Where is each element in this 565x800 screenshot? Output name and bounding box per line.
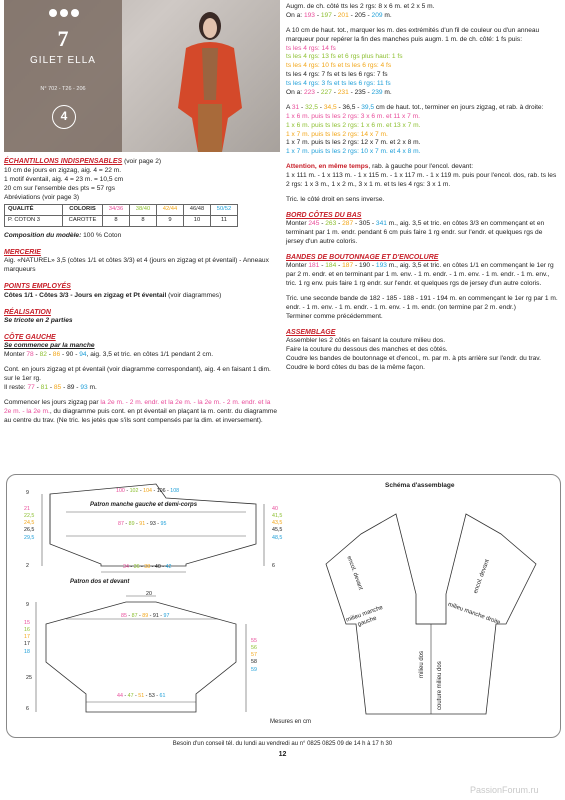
augm-line: Augm. de ch. côté tts les 2 rgs: 8 x 6 m. et 2 x 5 m. [286, 3, 435, 10]
title-band [4, 0, 122, 152]
rab-size-1: 1 x 6 m. puis ts les 2 rgs: 3 x 6 m. et 11 x 7 m. [286, 112, 420, 120]
section-bord: BORD CÔTES DU BAS [286, 211, 362, 219]
ech-line-4: Abréviations (voir page 3) [4, 193, 80, 201]
terminer-line: Terminer comme précédemment. [286, 312, 383, 320]
ass-line-3: Coudre les bandes de boutonnage et d'encol., m. par m. à pts arrière sur l'endr. du trav. [286, 354, 541, 362]
bande-text: Monter 181 - 184 - 187 - 190 - 193 m., aig. 3,5 et tric. en côtes 1/1 en commençant le 1er rg par 2 m. endr. et en terminant par 1 m. env. - 1 m. endr. - 1 m. env. - 1 m. endr. - 1 m. env., tric. 1 rg env. puis faire 1 rg endr. sur l'endr. et quelques rgs de jersey d'un autre coloris. [286, 262, 554, 288]
dos-left-values: 15 16 17 17 18 [24, 620, 30, 655]
rab-size-5: 1 x 7 m. puis ts les 2 rgs: 10 x 7 m. et 4 x 8 m. [286, 148, 421, 156]
pattern-title: GILET ELLA [30, 55, 96, 66]
compo-value: 100 % Coton [81, 232, 122, 240]
page-number: 12 [278, 751, 287, 758]
realisation-sub: Se tricote en 2 parties [4, 316, 73, 324]
rab-size-4: 1 x 7 m. puis ts les 2 rgs: 12 x 7 m. et 2 x 8 m. [286, 139, 421, 147]
dos-low-values: 44 - 47 - 51 - 53 - 61 [117, 693, 166, 699]
ass-line-1: Assembler les 2 côtés en faisant la couture milieu dos. [286, 337, 446, 345]
dos-left-9: 9 [26, 602, 29, 608]
title-schema: Schéma d'assemblage [385, 482, 455, 489]
augm-size-1: ts les 4 rgs: 14 fs [286, 44, 336, 52]
points-ref: (voir diagrammes) [166, 291, 222, 299]
left-values: 21 22,5 24,5 26,5 29,5 [24, 506, 35, 541]
table-header-coloris: COLORIS [63, 205, 103, 216]
size-4: 46/48 [184, 205, 211, 216]
attention-line: Attention, en même temps, rab. à gauche pour l'encol. devant: [286, 163, 474, 171]
size-1: 34/36 [103, 205, 130, 216]
marker-text: A 10 cm de haut. tot., marquer les m. des extrémités d'un fil de couleur ou d'un anneau marqueur pour repérer la fin des manches puis augm. 1 m. de ch. côté: 1 fs puis: [286, 26, 540, 43]
augm-size-2: ts les 4 rgs: 13 fs et 6 rgs plus haut: 1 fs [286, 53, 403, 61]
value-4: 10 [184, 216, 211, 227]
reste-line: Il reste: 77 - 81 - 85 - 89 - 93 m. [4, 383, 97, 391]
label-encol-2: encol. devant [472, 558, 491, 595]
size-3: 42/44 [157, 205, 184, 216]
rab-size-3: 1 x 7 m. puis ts les 2 rgs: 14 x 7 m. [286, 130, 388, 138]
section-echantillons: ÉCHANTILLONS INDISPENSABLES [4, 158, 123, 165]
top-values: 100 - 102 - 104 - 106 - 108 [116, 488, 180, 494]
on-a-2: On a: 223 - 227 - 231 - 235 - 239 m. [286, 89, 392, 97]
pattern-ref: N° 702 - T26 - 206 [40, 86, 86, 92]
label-encol-1: encol. devant [345, 555, 364, 591]
size-2: 38/40 [130, 205, 157, 216]
label-manche-droite: milieu manche droite [446, 601, 502, 627]
right-6: 6 [272, 563, 275, 569]
dos-top-values: 85 - 87 - 89 - 91 - 97 [121, 613, 170, 619]
ech-line-1: 10 cm de jours en zigzag, aig. 4 = 22 m. [4, 166, 122, 174]
value-3: 9 [157, 216, 184, 227]
augm-size-5: ts les 4 rgs: 3 fs et ts les 6 rgs: 11 fs [286, 80, 391, 88]
mercerie-text: Aig. «NATUREL» 3,5 (côtes 1/1 et côtes 3/3) et 4 (jours en zigzag et pt éventail) - Anneaux marqueurs [4, 257, 269, 274]
footer-text: Besoin d'un conseil tél. du lundi au vendredi au n° 0825 0825 09 de 14 h à 17 h 30 [172, 741, 393, 747]
cont-text: Cont. en jours zigzag et pt éventail (voir diagramme correspondant), aig. 4 en faisant 1 dim. sur le 1er rg. [4, 366, 271, 382]
label-manche-gauche: milieu manche gauche [345, 604, 384, 629]
left-9: 9 [26, 490, 29, 496]
watermark: PassionForum.ru [470, 785, 539, 795]
attention-text: 1 x 111 m. - 1 x 113 m. - 1 x 115 m. - 1 x 117 m. - 1 x 119 m. puis pour l'encol. dos, rab. ts les 2 rgs: 1 x 3 m., 1 x 2 m., 3 x 1 m. et ts les 4 rgs: 3 x 1 m. [286, 172, 557, 189]
low-values: 34 - 36 - 38 - 40 - 42 [123, 564, 172, 570]
table-header-qualite: QUALITÉ [5, 205, 63, 216]
section-cote-gauche: CÔTE GAUCHE [4, 333, 56, 341]
title-patron-manche: Patron manche gauche et demi-corps [90, 502, 198, 508]
model-figure [172, 8, 248, 152]
commencer-text: Commencer les jours zigzag par la 2e m. - 2 m. endr. et la 2e m. - la 2e m. - 2 m. endr. et la 2e m. - la 2e m., du diagramme puis cont. en pt éventail en plaçant la m. centr. du diagramme au centre du trav. (Ne tric. les jetés que s'ils sont compensés par la dim. et inversement). [4, 398, 278, 424]
ech-line-2: 1 motif éventail, aig. 4 = 23 m. = 10,5 cm [4, 175, 124, 183]
label-couture-milieu-dos: couture milieu dos [437, 661, 443, 710]
value-5: 11 [211, 216, 238, 227]
needle-size-icon: 4 [52, 105, 76, 129]
tric-line: Tric. le côté droit en sens inverse. [286, 195, 385, 203]
yarn-balls-icon [48, 8, 80, 18]
hero-photo [4, 0, 280, 152]
dos-left-6: 6 [26, 706, 29, 712]
pattern-number: 7 [57, 26, 69, 51]
compo-label: Composition du modèle: [4, 232, 82, 240]
tric2-text: Tric. une seconde bande de 182 - 185 - 188 - 191 - 194 m. en commençant le 1er rg par 1 m. endr. - 1 m. env. - 1 m. endr. - 1 m. env. - 1 m. endr. (on termine par 2 m. endr.) [286, 295, 558, 311]
value-2: 8 [130, 216, 157, 227]
section-realisation: RÉALISATION [4, 308, 51, 316]
section-bandes: BANDES DE BOUTONNAGE ET D'ENCOLURE [286, 253, 439, 261]
table-qualite: P. COTON 3 [5, 216, 63, 227]
dos-20: 20 [146, 591, 152, 597]
section-points: POINTS EMPLOYÉS [4, 283, 71, 291]
left-2: 2 [26, 563, 29, 569]
ass-line-4: Coudre le bord côtes du bas de la même façon. [286, 363, 425, 371]
on-a-1: On a: 193 - 197 - 201 - 205 - 209 m. [286, 11, 392, 19]
dos-right-values: 55 56 57 58 59 [251, 638, 257, 673]
rab-size-2: 1 x 6 m. puis ts les 2 rgs: 1 x 6 m. et 13 x 7 m. [286, 121, 421, 129]
height-line: A 31 - 32,5 - 34,5 - 36,5 - 39,5 cm de haut. tot., terminer en jours zigzag, et rab. à droite: [286, 103, 544, 111]
ech-line-3: 20 cm sur l'ensemble des pts = 57 rgs [4, 184, 116, 192]
ass-line-2: Faire la couture du dessous des manches et des côtés. [286, 346, 448, 354]
right-values: 40 41,5 43,5 45,5 48,5 [272, 506, 283, 541]
dos-left-25: 25 [26, 675, 32, 681]
ech-ref: (voir page 2) [122, 158, 162, 165]
monter-line: Monter 78 - 82 - 86 - 90 - 94, aig. 3,5 et tric. en côtes 1/1 pendant 2 cm. [4, 351, 214, 359]
size-5: 50/52 [211, 205, 238, 216]
yarn-table [4, 204, 238, 227]
section-mercerie: MERCERIE [4, 248, 41, 256]
points-text: Côtes 1/1 - Côtes 3/3 - Jours en zigzag et Pt éventail [4, 291, 167, 299]
augm-size-3: ts les 4 rgs: 10 fs et ts les 6 rgs: 4 fs [286, 62, 392, 70]
cote-sub: Se commence par la manche [4, 342, 95, 350]
augm-size-4: ts les 4 rgs: 7 fs et ts les 6 rgs: 7 fs [286, 71, 388, 79]
title-patron-dos: Patron dos et devant [70, 579, 130, 585]
pattern-diagrams [6, 474, 561, 738]
table-couleur: CAROTTE [63, 216, 103, 227]
mid-values: 87 - 89 - 91 - 93 - 95 [118, 521, 167, 527]
bord-text: Monter 245 - 263 - 287 - 305 - 341 m., aig. 3,5 et tric. en côtes 3/3 en commençant et en terminant par 1 m. endr. pendant 6 cm puis faire 1 rg endr. sur l'endr. et quelques rgs de jersey d'un autre coloris. [286, 220, 545, 246]
label-milieu-dos: milieu dos [419, 650, 425, 678]
mesures-label: Mesures en cm [270, 719, 312, 725]
section-assemblage: ASSEMBLAGE [286, 328, 336, 336]
value-1: 8 [103, 216, 130, 227]
